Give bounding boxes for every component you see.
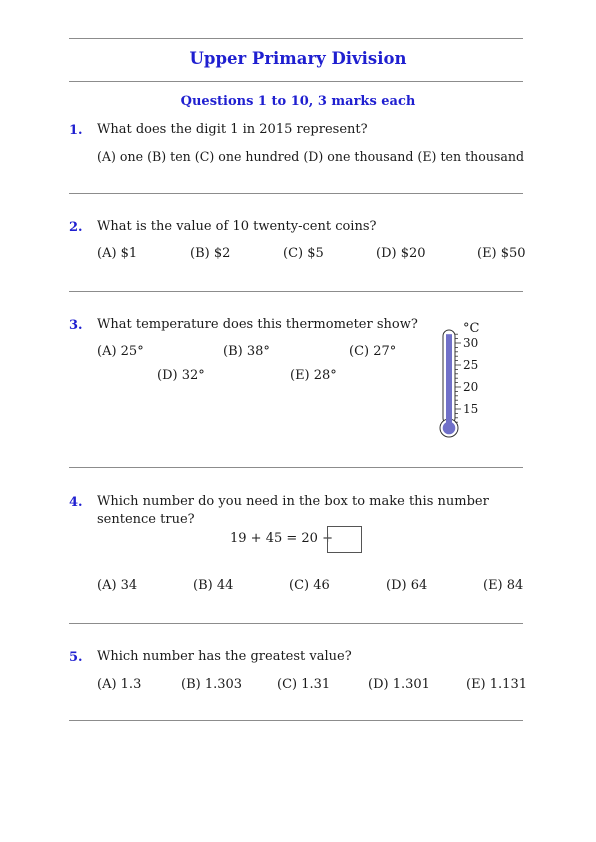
answer-box[interactable] [327, 526, 362, 553]
question-text: What does the digit 1 in 2015 represent? [97, 122, 368, 137]
option-d[interactable]: (D) $20 [376, 246, 426, 261]
divider [69, 38, 523, 39]
question-text: What temperature does this thermometer show? [97, 317, 418, 332]
option-c[interactable]: (C) 46 [289, 578, 330, 593]
question-number: 1. [69, 123, 83, 138]
divider [69, 193, 523, 194]
thermometer-tick-label: 15 [463, 402, 479, 416]
question-number: 3. [69, 318, 83, 333]
option-e[interactable]: (E) 84 [483, 578, 524, 593]
option-e[interactable]: (E) 28° [290, 368, 337, 383]
option-a[interactable]: (A) 34 [97, 578, 138, 593]
option-e[interactable]: (E) $50 [477, 246, 526, 261]
question-number: 4. [69, 495, 83, 510]
thermometer-unit-label: °C [463, 321, 480, 336]
divider [69, 81, 523, 82]
thermometer-tick-label: 30 [463, 336, 479, 350]
section-subtitle: Questions 1 to 10, 3 marks each [180, 94, 416, 109]
question-text: Which number has the greatest value? [97, 649, 352, 664]
option-b[interactable]: (B) 44 [193, 578, 234, 593]
option-c[interactable]: (C) 27° [349, 344, 397, 359]
question-text: What is the value of 10 twenty-cent coins? [97, 219, 377, 234]
question-number: 5. [69, 650, 83, 665]
divider [69, 467, 523, 468]
option-d[interactable]: (D) 1.301 [368, 677, 430, 692]
thermometer-icon [436, 328, 464, 440]
divider [69, 291, 523, 292]
option-e[interactable]: (E) 1.131 [466, 677, 527, 692]
option-b[interactable]: (B) $2 [190, 246, 231, 261]
thermometer-tick-label: 25 [463, 358, 479, 372]
divider [69, 720, 523, 721]
thermometer-tick-label: 20 [463, 380, 479, 394]
option-c[interactable]: (C) 1.31 [277, 677, 331, 692]
option-d[interactable]: (D) 32° [157, 368, 205, 383]
option-b[interactable]: (B) 38° [223, 344, 270, 359]
number-sentence: 19 + 45 = 20 + [230, 531, 333, 546]
answer-options[interactable]: (A) one (B) ten (C) one hundred (D) one thousand (E) ten thousand [97, 149, 525, 164]
divider [69, 623, 523, 624]
option-b[interactable]: (B) 1.303 [181, 677, 243, 692]
option-d[interactable]: (D) 64 [386, 578, 428, 593]
option-a[interactable]: (A) 25° [97, 344, 144, 359]
question-number: 2. [69, 220, 83, 235]
option-a[interactable]: (A) 1.3 [97, 677, 142, 692]
option-a[interactable]: (A) $1 [97, 246, 138, 261]
option-c[interactable]: (C) $5 [283, 246, 324, 261]
thermometer-mercury [446, 334, 452, 428]
thermometer-bulb [443, 422, 456, 435]
page-title: Upper Primary Division [189, 49, 407, 68]
question-text: Which number do you need in the box to make this number sentence true? [97, 494, 489, 527]
